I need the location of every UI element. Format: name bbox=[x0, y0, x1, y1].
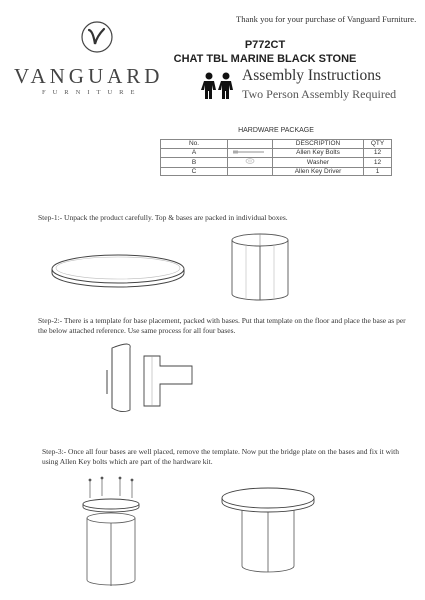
table-row bbox=[161, 167, 392, 176]
hardware-image bbox=[228, 148, 273, 158]
hardware-no: A bbox=[161, 148, 228, 158]
hardware-desc: Allen Key Bolts bbox=[273, 148, 364, 158]
assembly-subtitle: Two Person Assembly Required bbox=[242, 87, 397, 101]
column-header bbox=[228, 140, 273, 149]
washer-icon bbox=[245, 158, 255, 164]
hardware-no: C bbox=[161, 167, 228, 176]
hardware-qty: 1 bbox=[364, 167, 392, 176]
bridge-plate-bolts-illustration bbox=[76, 476, 146, 588]
table-header-row bbox=[161, 140, 392, 149]
hardware-qty: 12 bbox=[364, 158, 392, 168]
table-row bbox=[161, 148, 392, 158]
column-header: No. bbox=[161, 140, 228, 149]
step-1-text: Step-1:- Unpack the product carefully. Top & bases are packed in individual boxes. bbox=[38, 213, 288, 222]
bolt-icon bbox=[232, 149, 268, 155]
assembly-title: Assembly Instructions bbox=[242, 67, 382, 84]
brand-subtitle: FURNITURE bbox=[42, 89, 142, 96]
thank-you-text: Thank you for your purchase of Vanguard Furniture. bbox=[236, 14, 417, 24]
hardware-image bbox=[228, 158, 273, 168]
table-row bbox=[161, 158, 392, 168]
column-header: DESCRIPTION bbox=[273, 140, 364, 149]
base-template-illustration bbox=[104, 340, 204, 414]
vanguard-v-monogram-icon bbox=[80, 20, 114, 54]
hardware-image bbox=[228, 167, 273, 176]
hardware-title: HARDWARE PACKAGE bbox=[238, 127, 314, 134]
column-header: QTY bbox=[364, 140, 392, 149]
hardware-desc: Washer bbox=[273, 158, 364, 168]
product-name: CHAT TBL MARINE BLACK STONE bbox=[173, 53, 357, 65]
step-3-text: Step-3:- Once all four bases are well placed, remove the template. Now put the bridge plate on the bases and fix it with using Allen Key bolts which are part of the hardware kit. bbox=[42, 447, 399, 466]
hardware-table bbox=[160, 139, 392, 176]
bases-illustration bbox=[228, 232, 292, 304]
step-2-text: Step-2:- There is a template for base placement, packed with bases. Put that template on the floor and place the base as per the below attached reference. Use same process for all four bases. bbox=[38, 316, 406, 335]
assembled-table-illustration bbox=[218, 486, 318, 574]
table-top-illustration bbox=[50, 250, 186, 290]
product-code: P772CT bbox=[244, 39, 286, 51]
hardware-no: B bbox=[161, 158, 228, 168]
brand-name: VANGUARD bbox=[14, 64, 164, 88]
hardware-qty: 12 bbox=[364, 148, 392, 158]
hardware-desc: Allen Key Driver bbox=[273, 167, 364, 176]
two-people-icon bbox=[200, 72, 236, 100]
